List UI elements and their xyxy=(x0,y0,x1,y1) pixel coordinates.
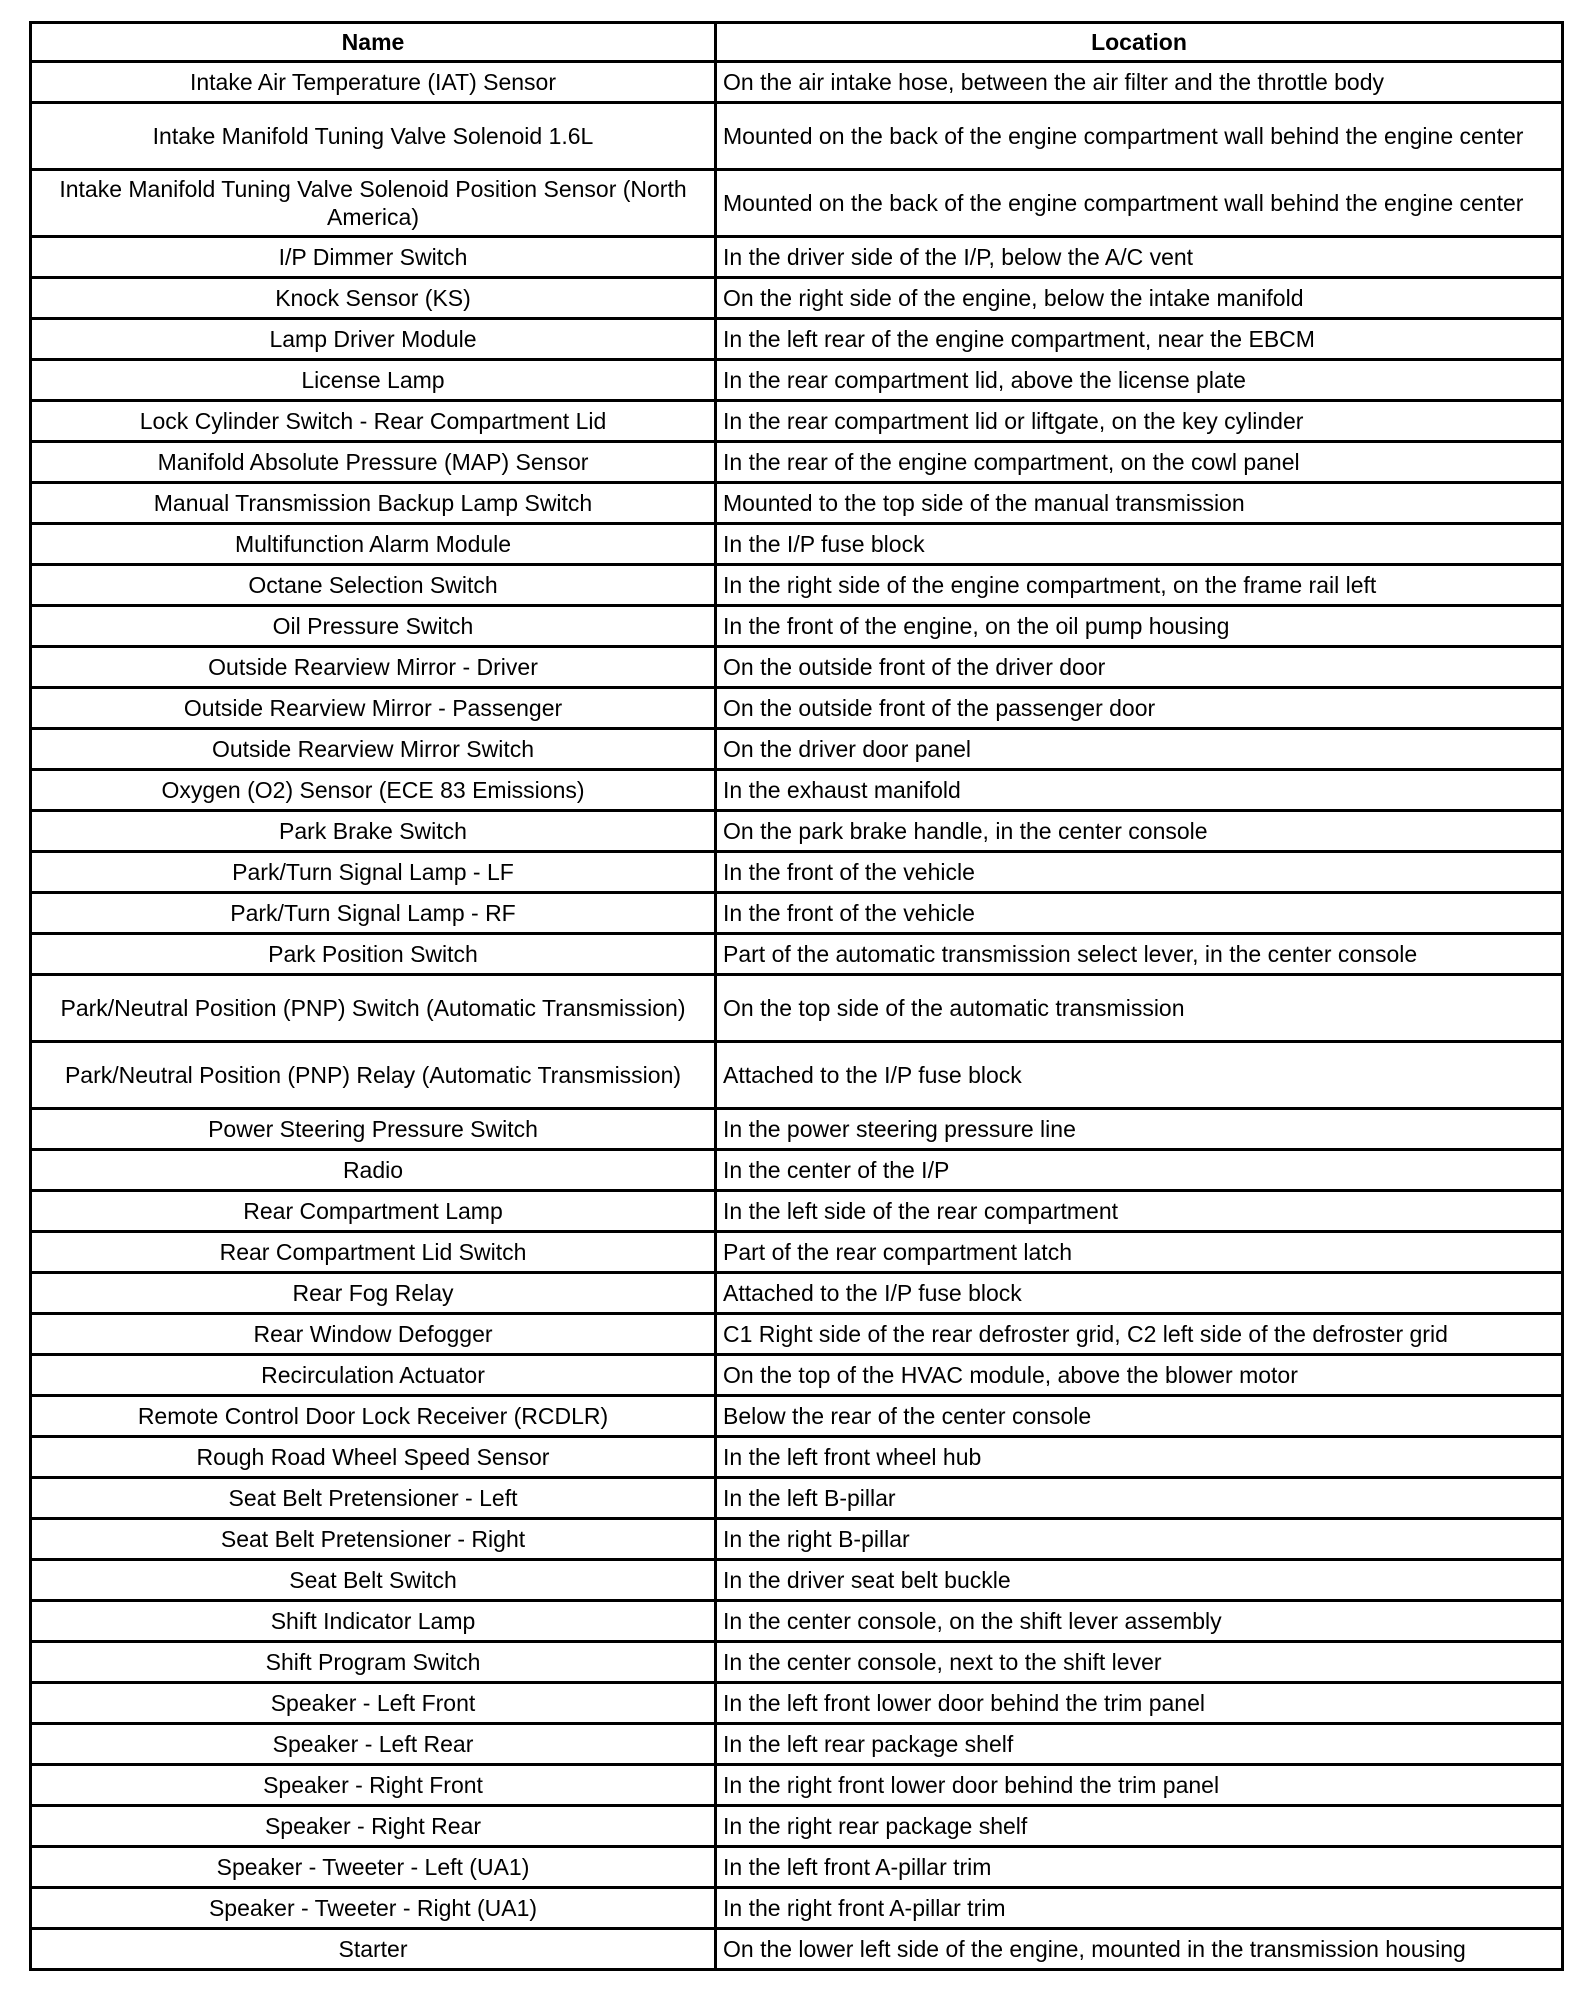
component-location-cell: Mounted to the top side of the manual transmission xyxy=(716,483,1563,524)
component-name-cell: Park/Turn Signal Lamp - LF xyxy=(31,852,716,893)
table-row xyxy=(31,1355,1563,1396)
table-row xyxy=(31,1888,1563,1929)
table-row xyxy=(31,237,1563,278)
component-location-cell: On the top side of the automatic transmission xyxy=(716,975,1563,1042)
component-name-cell: Power Steering Pressure Switch xyxy=(31,1109,716,1150)
component-name-cell: Rear Window Defogger xyxy=(31,1314,716,1355)
component-location-cell: In the right front A-pillar trim xyxy=(716,1888,1563,1929)
table-row xyxy=(31,524,1563,565)
component-name-cell: Park Position Switch xyxy=(31,934,716,975)
component-name-cell: Park/Turn Signal Lamp - RF xyxy=(31,893,716,934)
component-location-cell: In the left side of the rear compartment xyxy=(716,1191,1563,1232)
component-location-cell: In the left front A-pillar trim xyxy=(716,1847,1563,1888)
component-location-cell: In the left rear of the engine compartment, near the EBCM xyxy=(716,319,1563,360)
component-name-cell: Speaker - Right Front xyxy=(31,1765,716,1806)
component-name-cell: Park Brake Switch xyxy=(31,811,716,852)
table-header-row xyxy=(31,23,1563,62)
table-row xyxy=(31,1042,1563,1109)
table-row xyxy=(31,1806,1563,1847)
component-location-cell: In the right front lower door behind the trim panel xyxy=(716,1765,1563,1806)
component-location-cell: On the top of the HVAC module, above the blower motor xyxy=(716,1355,1563,1396)
table-row xyxy=(31,401,1563,442)
component-name-cell: Lock Cylinder Switch - Rear Compartment Lid xyxy=(31,401,716,442)
component-location-cell: On the right side of the engine, below the intake manifold xyxy=(716,278,1563,319)
component-location-cell: In the front of the vehicle xyxy=(716,852,1563,893)
table-row xyxy=(31,565,1563,606)
component-location-cell: In the driver seat belt buckle xyxy=(716,1560,1563,1601)
table-row xyxy=(31,483,1563,524)
component-name-cell: Starter xyxy=(31,1929,716,1970)
component-location-cell: Mounted on the back of the engine compartment wall behind the engine center xyxy=(716,170,1563,237)
table-row xyxy=(31,647,1563,688)
table-body xyxy=(31,62,1563,1970)
component-name-cell: Shift Program Switch xyxy=(31,1642,716,1683)
component-name-cell: Park/Neutral Position (PNP) Relay (Automatic Transmission) xyxy=(31,1042,716,1109)
component-name-cell: Outside Rearview Mirror Switch xyxy=(31,729,716,770)
component-location-cell: On the lower left side of the engine, mounted in the transmission housing xyxy=(716,1929,1563,1970)
component-name-cell: Park/Neutral Position (PNP) Switch (Automatic Transmission) xyxy=(31,975,716,1042)
component-location-cell: In the front of the engine, on the oil pump housing xyxy=(716,606,1563,647)
table-row xyxy=(31,1765,1563,1806)
table-row xyxy=(31,893,1563,934)
component-name-cell: Rear Compartment Lamp xyxy=(31,1191,716,1232)
component-location-cell: In the right side of the engine compartment, on the frame rail left xyxy=(716,565,1563,606)
component-name-cell: Speaker - Tweeter - Right (UA1) xyxy=(31,1888,716,1929)
table-row xyxy=(31,62,1563,103)
component-name-cell: Rough Road Wheel Speed Sensor xyxy=(31,1437,716,1478)
table-row xyxy=(31,1314,1563,1355)
component-location-cell: Part of the rear compartment latch xyxy=(716,1232,1563,1273)
component-location-cell: In the left front wheel hub xyxy=(716,1437,1563,1478)
component-location-cell: In the rear compartment lid or liftgate, on the key cylinder xyxy=(716,401,1563,442)
component-location-cell: On the park brake handle, in the center console xyxy=(716,811,1563,852)
component-name-cell: Rear Fog Relay xyxy=(31,1273,716,1314)
component-name-cell: Speaker - Left Front xyxy=(31,1683,716,1724)
table-row xyxy=(31,442,1563,483)
table-row xyxy=(31,1478,1563,1519)
table-row xyxy=(31,606,1563,647)
name-column-header: Name xyxy=(31,23,716,62)
component-location-cell: In the center of the I/P xyxy=(716,1150,1563,1191)
table-row xyxy=(31,1437,1563,1478)
table-row xyxy=(31,1232,1563,1273)
table-row xyxy=(31,975,1563,1042)
table-row xyxy=(31,1519,1563,1560)
table-row xyxy=(31,852,1563,893)
table-row xyxy=(31,319,1563,360)
component-name-cell: Radio xyxy=(31,1150,716,1191)
table-row xyxy=(31,1929,1563,1970)
component-location-cell: On the air intake hose, between the air filter and the throttle body xyxy=(716,62,1563,103)
component-name-cell: Seat Belt Pretensioner - Left xyxy=(31,1478,716,1519)
table-row xyxy=(31,360,1563,401)
component-name-cell: Oil Pressure Switch xyxy=(31,606,716,647)
component-location-cell: In the rear of the engine compartment, on the cowl panel xyxy=(716,442,1563,483)
component-location-cell: C1 Right side of the rear defroster grid, C2 left side of the defroster grid xyxy=(716,1314,1563,1355)
component-name-cell: Multifunction Alarm Module xyxy=(31,524,716,565)
component-location-table xyxy=(29,21,1564,1971)
component-name-cell: Seat Belt Switch xyxy=(31,1560,716,1601)
component-location-cell: Attached to the I/P fuse block xyxy=(716,1273,1563,1314)
table-row xyxy=(31,278,1563,319)
component-location-cell: On the driver door panel xyxy=(716,729,1563,770)
table-row xyxy=(31,1560,1563,1601)
table-row xyxy=(31,688,1563,729)
table-row xyxy=(31,1396,1563,1437)
component-location-cell: In the left B-pillar xyxy=(716,1478,1563,1519)
table-row xyxy=(31,170,1563,237)
component-name-cell: Oxygen (O2) Sensor (ECE 83 Emissions) xyxy=(31,770,716,811)
component-name-cell: Knock Sensor (KS) xyxy=(31,278,716,319)
component-location-cell: In the power steering pressure line xyxy=(716,1109,1563,1150)
component-location-cell: Part of the automatic transmission select lever, in the center console xyxy=(716,934,1563,975)
component-location-cell: Attached to the I/P fuse block xyxy=(716,1042,1563,1109)
component-name-cell: Manual Transmission Backup Lamp Switch xyxy=(31,483,716,524)
component-name-cell: I/P Dimmer Switch xyxy=(31,237,716,278)
component-name-cell: Octane Selection Switch xyxy=(31,565,716,606)
component-name-cell: License Lamp xyxy=(31,360,716,401)
component-name-cell: Shift Indicator Lamp xyxy=(31,1601,716,1642)
component-location-cell: On the outside front of the passenger door xyxy=(716,688,1563,729)
component-name-cell: Intake Manifold Tuning Valve Solenoid 1.6L xyxy=(31,103,716,170)
table-row xyxy=(31,934,1563,975)
component-location-cell: In the exhaust manifold xyxy=(716,770,1563,811)
table-row xyxy=(31,1601,1563,1642)
component-name-cell: Outside Rearview Mirror - Driver xyxy=(31,647,716,688)
location-column-header: Location xyxy=(716,23,1563,62)
component-name-cell: Intake Air Temperature (IAT) Sensor xyxy=(31,62,716,103)
component-location-cell: In the driver side of the I/P, below the A/C vent xyxy=(716,237,1563,278)
component-location-cell: In the left front lower door behind the trim panel xyxy=(716,1683,1563,1724)
table-row xyxy=(31,1191,1563,1232)
component-location-cell: In the rear compartment lid, above the license plate xyxy=(716,360,1563,401)
component-location-cell: On the outside front of the driver door xyxy=(716,647,1563,688)
table-row xyxy=(31,103,1563,170)
component-name-cell: Rear Compartment Lid Switch xyxy=(31,1232,716,1273)
component-location-cell: In the front of the vehicle xyxy=(716,893,1563,934)
table-row xyxy=(31,1683,1563,1724)
table-row xyxy=(31,1150,1563,1191)
table-row xyxy=(31,770,1563,811)
table-row xyxy=(31,1273,1563,1314)
component-name-cell: Outside Rearview Mirror - Passenger xyxy=(31,688,716,729)
component-location-cell: Below the rear of the center console xyxy=(716,1396,1563,1437)
component-location-cell: In the center console, on the shift lever assembly xyxy=(716,1601,1563,1642)
component-name-cell: Speaker - Right Rear xyxy=(31,1806,716,1847)
table-row xyxy=(31,1847,1563,1888)
component-name-cell: Seat Belt Pretensioner - Right xyxy=(31,1519,716,1560)
component-location-cell: In the I/P fuse block xyxy=(716,524,1563,565)
component-location-cell: Mounted on the back of the engine compartment wall behind the engine center xyxy=(716,103,1563,170)
component-location-table-container xyxy=(29,21,1561,1971)
component-name-cell: Remote Control Door Lock Receiver (RCDLR) xyxy=(31,1396,716,1437)
table-row xyxy=(31,811,1563,852)
component-name-cell: Manifold Absolute Pressure (MAP) Sensor xyxy=(31,442,716,483)
component-name-cell: Lamp Driver Module xyxy=(31,319,716,360)
table-row xyxy=(31,729,1563,770)
component-location-cell: In the left rear package shelf xyxy=(716,1724,1563,1765)
component-name-cell: Speaker - Tweeter - Left (UA1) xyxy=(31,1847,716,1888)
table-row xyxy=(31,1724,1563,1765)
component-location-cell: In the right rear package shelf xyxy=(716,1806,1563,1847)
table-row xyxy=(31,1642,1563,1683)
table-row xyxy=(31,1109,1563,1150)
component-location-cell: In the center console, next to the shift lever xyxy=(716,1642,1563,1683)
component-name-cell: Intake Manifold Tuning Valve Solenoid Position Sensor (North America) xyxy=(31,170,716,237)
component-name-cell: Recirculation Actuator xyxy=(31,1355,716,1396)
component-name-cell: Speaker - Left Rear xyxy=(31,1724,716,1765)
component-location-cell: In the right B-pillar xyxy=(716,1519,1563,1560)
